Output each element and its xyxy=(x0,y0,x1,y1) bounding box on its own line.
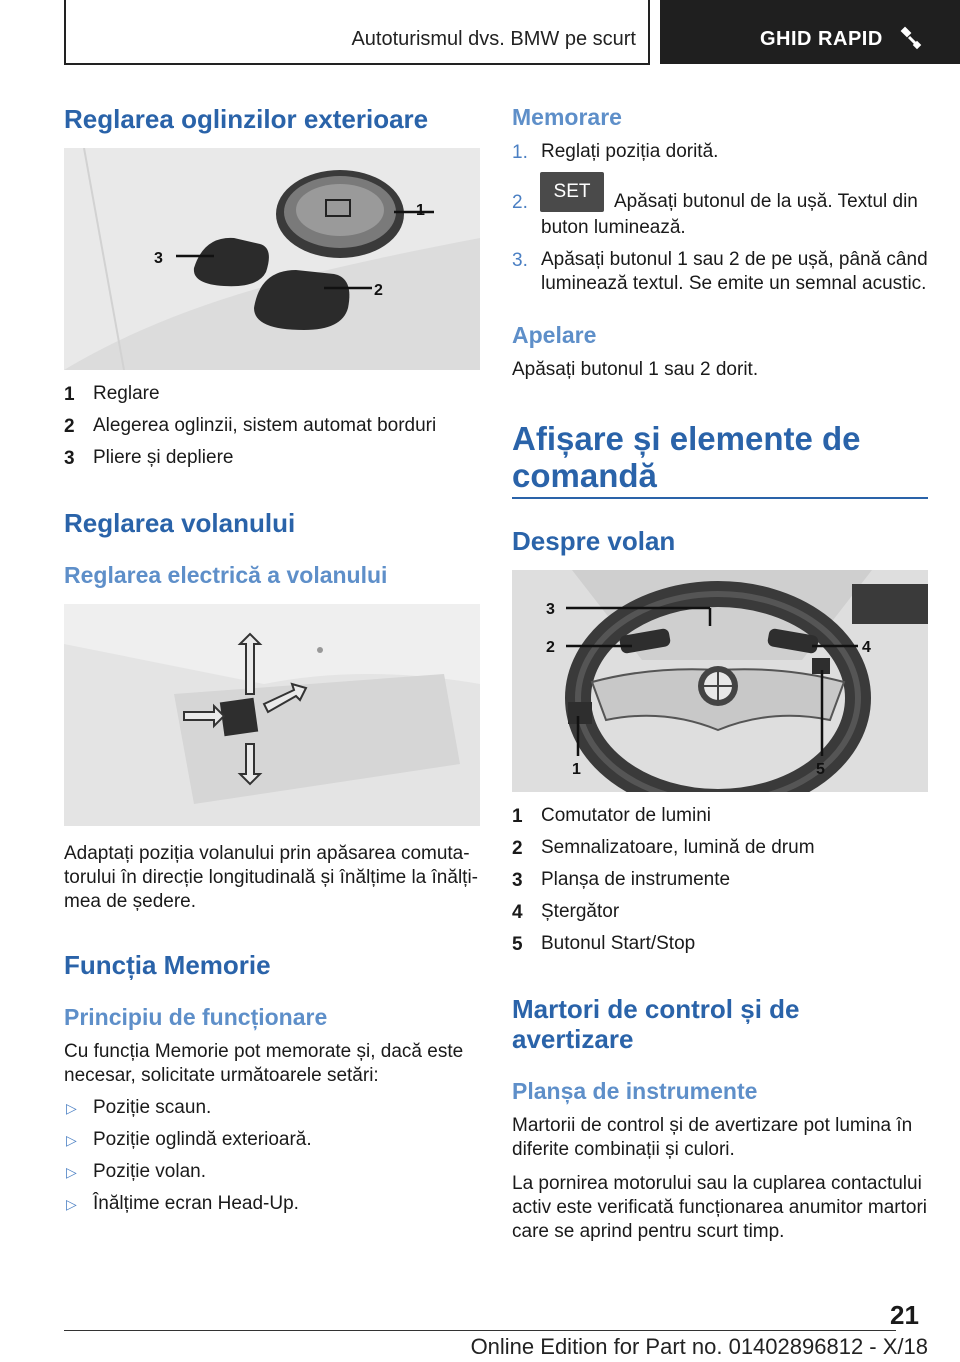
martori-para2-line-3: care se aprind pentru scurt timp. xyxy=(512,1221,785,1242)
martori-para2-line-1: La pornirea motorului sau la cuplarea contactului xyxy=(512,1173,922,1194)
steering-wheel-image xyxy=(512,570,928,792)
heading-memorare: Memorare xyxy=(512,104,622,130)
martori-para1-line-1: Martorii de control și de avertizare pot lumina în xyxy=(512,1115,913,1136)
wheel-item-num-4: 4 xyxy=(512,902,523,923)
bullet-triangle-icon: ▷ xyxy=(66,1164,77,1180)
quick-guide-badge[interactable] xyxy=(660,0,960,64)
memory-bullet-1: Poziție scaun. xyxy=(93,1097,212,1118)
callout-5: 5 xyxy=(816,761,825,778)
step-num-1: 1. xyxy=(512,142,528,163)
subheading-instrument-cluster: Planșa de instrumente xyxy=(512,1078,758,1104)
callout-2: 2 xyxy=(546,639,555,656)
subheading-electric-steering: Reglarea electrică a volanului xyxy=(64,562,388,588)
wheel-item-num-5: 5 xyxy=(512,934,523,955)
header-title: Autoturismul dvs. BMW pe scurt xyxy=(351,28,636,50)
bullet-triangle-icon: ▷ xyxy=(66,1132,77,1148)
section-rule xyxy=(512,497,928,499)
callout-1: 1 xyxy=(416,202,425,219)
wheel-item-text-2: Semnalizatoare, lumină de drum xyxy=(541,837,815,858)
memory-bullet-3: Poziție volan. xyxy=(93,1161,207,1182)
memory-para-line-2: necesar, solicitate următoarele setări: xyxy=(64,1065,379,1086)
step-text-3b: luminează textul. Se emite un semnal acustic. xyxy=(541,273,927,294)
bullet-triangle-icon: ▷ xyxy=(66,1100,77,1116)
callout-2: 2 xyxy=(374,282,383,299)
heading-steering-wheel: Despre volan xyxy=(512,526,676,556)
footer-rule xyxy=(64,1330,896,1331)
step-num-2: 2. xyxy=(512,192,528,213)
wheel-item-text-5: Butonul Start/Stop xyxy=(541,933,696,954)
quick-guide-label: GHID RAPID xyxy=(760,28,883,50)
step-text-3a: Apăsați butonul 1 sau 2 de pe ușă, până când xyxy=(541,249,928,270)
header-bottom-rule xyxy=(64,63,650,65)
steering-para-line-1: Adaptați poziția volanului prin apăsarea comuta- xyxy=(64,843,470,864)
heading-display-line-1: Afișare și elemente de xyxy=(512,420,861,457)
memory-bullet-2: Poziție oglindă exterioară. xyxy=(93,1129,312,1150)
wheel-item-text-4: Ștergător xyxy=(541,901,620,922)
heading-display-line-2: comandă xyxy=(512,457,657,494)
mirror-item-num-1: 1 xyxy=(64,384,75,405)
callout-3: 3 xyxy=(546,601,555,618)
wheel-item-num-1: 1 xyxy=(512,806,523,827)
step-text-2a: Apăsați butonul de la ușă. Textul din xyxy=(614,191,918,212)
heading-mirrors: Reglarea oglinzilor exterioare xyxy=(64,104,429,134)
subheading-principle: Principiu de funcționare xyxy=(64,1004,328,1030)
mirror-controls-image xyxy=(64,148,480,370)
steering-adjust-illustration xyxy=(64,604,480,826)
callout-4: 4 xyxy=(862,639,871,656)
wheel-item-text-1: Comutator de lumini xyxy=(541,805,712,826)
memory-bullet-4: Înălțime ecran Head-Up. xyxy=(93,1193,299,1214)
callout-3: 3 xyxy=(154,250,163,267)
mirror-item-text-1: Reglare xyxy=(93,383,160,404)
heading-apelare: Apelare xyxy=(512,322,597,348)
martori-para1-line-2: diferite combinații și culori. xyxy=(512,1139,735,1160)
step-num-3: 3. xyxy=(512,250,528,271)
wheel-item-num-2: 2 xyxy=(512,838,523,859)
heading-warning-lights-line-2: avertizare xyxy=(512,1024,634,1054)
memory-para-line-1: Cu funcția Memorie pot memorate și, dacă este xyxy=(64,1041,464,1062)
heading-warning-lights-line-1: Martori de control și de xyxy=(512,994,800,1024)
step-text-2b: buton luminează. xyxy=(541,217,686,238)
heading-memory: Funcția Memorie xyxy=(64,950,271,980)
step-text-1: Reglați poziția dorită. xyxy=(541,141,719,162)
bullet-triangle-icon: ▷ xyxy=(66,1196,77,1212)
tools-icon xyxy=(896,24,924,52)
mirror-item-text-3: Pliere și depliere xyxy=(93,447,234,468)
steering-adjust-image xyxy=(64,604,480,826)
apelare-text: Apăsați butonul 1 sau 2 dorit. xyxy=(512,359,759,380)
mirror-item-num-2: 2 xyxy=(64,416,75,437)
steering-wheel-illustration xyxy=(512,570,928,792)
mirror-controls-illustration xyxy=(64,148,480,370)
footer-edition: Online Edition for Part no. 01402896812 - X/18 xyxy=(470,1334,928,1359)
steering-para-line-3: mea de ședere. xyxy=(64,891,197,912)
steering-para-line-2: torului în direcție longitudinală și înălțime la înălți- xyxy=(64,867,478,888)
wheel-item-text-3: Planșa de instrumente xyxy=(541,869,731,890)
martori-para2-line-2: activ este verificată funcționarea anumitor martori xyxy=(512,1197,928,1218)
page-number: 21 xyxy=(890,1300,919,1330)
header-left-rule xyxy=(64,0,66,64)
set-button-icon: SET xyxy=(540,172,604,212)
mirror-item-num-3: 3 xyxy=(64,448,75,469)
callout-1: 1 xyxy=(572,761,581,778)
heading-steering: Reglarea volanului xyxy=(64,508,296,538)
mirror-item-text-2: Alegerea oglinzii, sistem automat borduri xyxy=(93,415,437,436)
header-separator xyxy=(648,0,650,64)
wheel-item-num-3: 3 xyxy=(512,870,523,891)
